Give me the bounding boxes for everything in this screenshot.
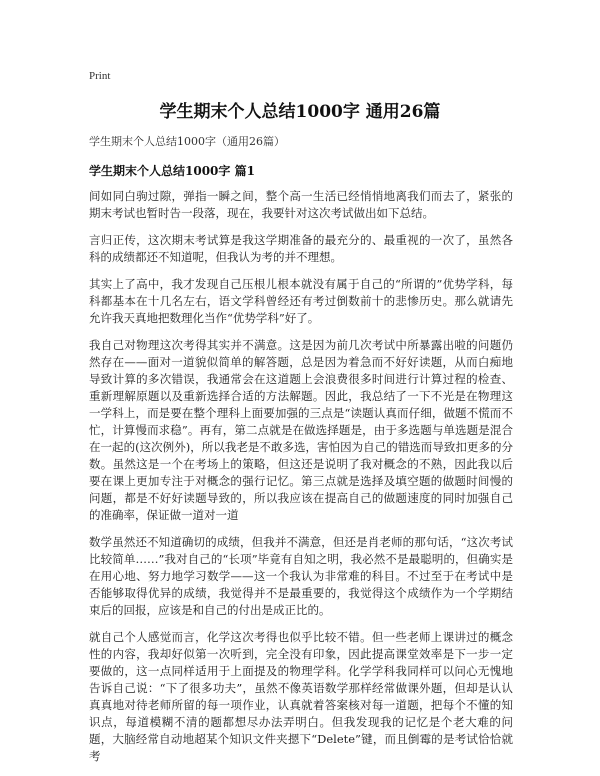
paragraph: 就自己个人感觉而言，化学这次考得也似乎比较不错。但一些老师上课讲过的概念性的内容，我却好似第一次听到，完全没有印象，因此提高课堂效率是下一步一定要做的，这一点同样适用于上面提及的物理学科。化学学科我同样可以问心无愧地告诉自己说：“下了很多功夫”，虽然不像英语数学那样经常做课外题，但却是认认真真地对待老师所留的每一项作业，认真就着答案核对每一道题，把每个不懂的知识点，每道模糊不清的题都想尽办法弄明白。但我发现我的记忆是个老大难的问题，大脑经常自动地超某个知识文件夹摁下“Delete”键，而且倒霉的是考试恰恰就考 — [89, 630, 513, 763]
page-title: 学生期末个人总结1000字 通用26篇 — [159, 102, 441, 122]
print-link[interactable]: Print — [89, 70, 111, 82]
article-body — [89, 188, 513, 775]
paragraph: 数学虽然还不知道确切的成绩，但我并不满意，但还是肖老师的那句话，“这次考试比较简单……”我对自己的“长项”毕竟有自知之明，我必然不是最聪明的，但确实是在用心地、努力地学习数学——这一个我认为非常难的科目。不过至于在考试中是否能够取得优异的成绩，我觉得并不是最重要的，我觉得这个成绩作为一个学期结束后的回报，应该是和自己的付出是成正比的。 — [89, 535, 513, 617]
paragraph: 言归正传，这次期末考试算是我这学期准备的最充分的、最重视的一次了，虽然各科的成绩都还不知道呢，但我认为考的并不理想。 — [89, 233, 513, 264]
document-subtitle: 学生期末个人总结1000字（通用26篇） — [89, 135, 285, 148]
paragraph: 我自己对物理这次考得其实并不满意。这是因为前几次考试中所暴露出啦的问题仍然存在——面对一道貌似简单的解答题，总是因为着急而不好好读题，从而白痴地导致计算的多次错误，我通常会在这道题上会浪费很多时间进行计算过程的检查、重新理解原题以及重新选择合适的方法解题。因此，我总结了一下不光是在物理这一学科上，而是要在整个理科上面要加强的三点是“读题认真而仔细，做题不慌而不忙，计算慢而求稳”。再有，第二点就是在做选择题是，由于多选题与单选题是混合在一起的(这次例外)，所以我老是不敢多选，害怕因为自己的错选而导致扣更多的分数。虽然这是一个在考场上的策略，但这还是说明了我对概念的不熟，因此我以后要在课上更加专注于对概念的强行记忆。第三点就是选择及填空题的做题时间慢的问题，都是不好好读题导致的，所以我应该在提高自己的做题速度的同时加强自己的准确率，保证做一道对一道 — [89, 338, 513, 522]
paragraph: 其实上了高中，我才发现自己压根儿根本就没有属于自己的“所谓的”优势学科，每科都基本在十几名左右，语文学科曾经还有考过倒数前十的悲惨历史。那么就请先允许我天真地把数理化当作“优势学科”好了。 — [89, 277, 513, 325]
paragraph: 间如同白驹过隙，弹指一瞬之间，整个高一生活已经悄悄地离我们而去了，紧张的期末考试也暂时告一段落，现在，我要针对这次考试做出如下总结。 — [89, 189, 513, 220]
section-heading: 学生期末个人总结1000字 篇1 — [89, 164, 255, 178]
